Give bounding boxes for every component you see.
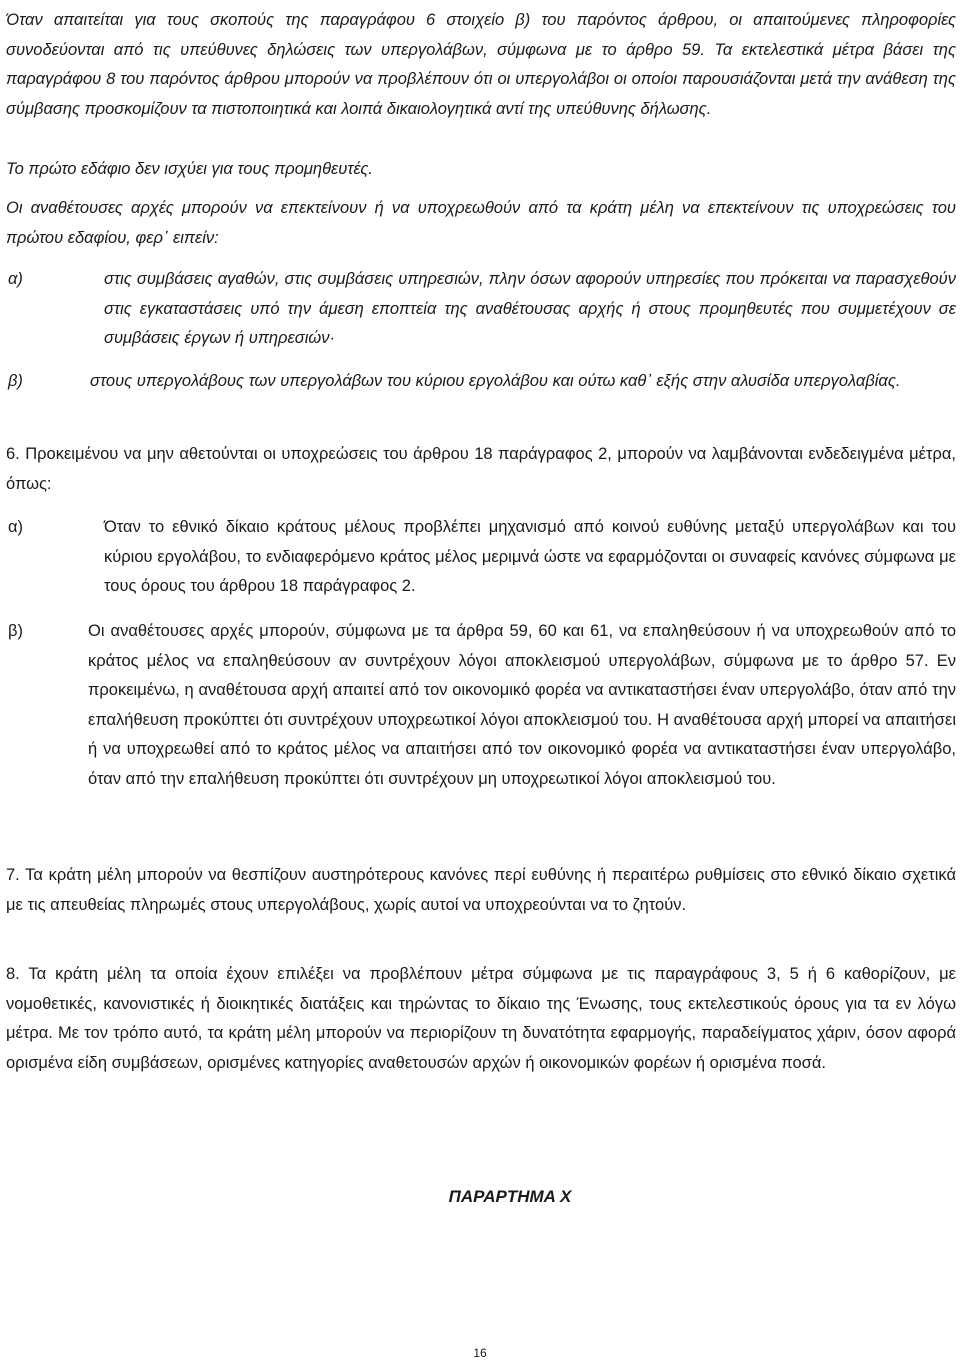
annex-heading: ΠΑΡΑΡΤΗΜΑ Χ <box>448 1187 572 1206</box>
list2-item-a-text: Όταν το εθνικό δίκαιο κράτους μέλους προβλέπει μηχανισμό από κοινού ευθύνης μεταξύ υπεργολάβων και του κύριου εργολάβου, το ενδιαφερόμενο κράτος μέλος μεριμνά ώστε να εφαρμόζονται οι συναφείς κανόνες σύμφωνα με τους όρους του άρθρου 18 παράγραφος 2. <box>104 518 956 595</box>
list2-item-a-label: α) <box>8 518 24 536</box>
list1-item-b-text: στους υπεργολάβους των υπεργολάβων του κύριου εργολάβου και ούτω καθ᾽ εξής στην αλυσίδα υπεργολαβίας. <box>90 372 901 390</box>
paragraph-6: 6. Προκειμένου να μην αθετούνται οι υποχρεώσεις του άρθρου 18 παράγραφος 2, μπορούν να λαμβάνονται ενδεδειγμένα μέτρα, όπως: <box>6 445 956 493</box>
list2-item-b-text: Οι αναθέτουσες αρχές μπορούν, σύμφωνα με τα άρθρα 59, 60 και 61, να επαληθεύσουν ή να υποχρεωθούν από το κράτος μέλος να επαληθεύσουν αν συντρέχουν λόγοι αποκλεισμού υπεργολάβων, σύμφωνα με το άρθρο 57. Εν προκειμένω, η αναθέτουσα αρχή απαιτεί από τον οικονομικό φορέα να αντικαταστήσει έναν υπεργολάβο, όταν από την επαλήθευση προκύπτει ότι συντρέχουν υποχρεωτικοί λόγοι αποκλεισμού του. Η αναθέτουσα αρχή μπορεί να απαιτήσει ή να υποχρεωθεί από το κράτος μέλος να απαιτήσει από τον οικονομικό φορέα να αντικαταστήσει έναν υπεργολάβο, όταν από την επαλήθευση προκύπτει ότι συντρέχουν μη υποχρεωτικοί λόγοι αποκλεισμού του. <box>88 622 956 788</box>
list1-item-b-label: β) <box>8 372 23 390</box>
paragraph-extend: Οι αναθέτουσες αρχές μπορούν να επεκτείνουν ή να υποχρεωθούν από τα κράτη μέλη να επεκτείνουν τις υποχρεώσεις του πρώτου εδαφίου, φερ᾽ ειπείν: <box>6 199 956 247</box>
page-number: 16 <box>473 1346 487 1360</box>
paragraph-8: 8. Τα κράτη μέλη τα οποία έχουν επιλέξει να προβλέπουν μέτρα σύμφωνα με τις παραγράφους 3, 5 ή 6 καθορίζουν, με νομοθετικές, κανονιστικές ή διοικητικές διατάξεις και τηρώντας το δίκαιο της Ένωσης, τους εκτελεστικούς όρους για τα εν λόγω μέτρα. Με τον τρόπο αυτό, τα κράτη μέλη μπορούν να περιορίζουν τη δυνατότητα εφαρμογής, παραδείγματος χάριν, όσον αφορά ορισμένα είδη συμβάσεων, ορισμένες κατηγορίες αναθετουσών αρχών ή οικονομικών φορέων ή ορισμένα ποσά. <box>6 965 956 1072</box>
paragraph-7: 7. Τα κράτη μέλη μπορούν να θεσπίζουν αυστηρότερους κανόνες περί ευθύνης ή περαιτέρω ρυθμίσεις στο εθνικό δίκαιο σχετικά με τις απευθείας πληρωμές στους υπεργολάβους, χωρίς αυτοί να υποχρεούνται να το ζητούν. <box>6 866 956 914</box>
paragraph-intro: Όταν απαιτείται για τους σκοπούς της παραγράφου 6 στοιχείο β) του παρόντος άρθρου, οι απαιτούμενες πληροφορίες συνοδεύονται από τις υπεύθυνες δηλώσεις των υπεργολάβων, σύμφωνα με το άρθρο 59. Τα εκτελεστικά μέτρα βάσει της παραγράφου 8 του παρόντος άρθρου μπορούν να προβλέπουν ότι οι υπεργολάβοι οι οποίοι παρουσιάζονται μετά την ανάθεση της σύμβασης προσκομίζουν τα πιστοποιητικά και λοιπά δικαιολογητικά αντί της υπεύθυνης δήλωσης. <box>6 11 956 118</box>
list1-item-a-text: στις συμβάσεις αγαθών, στις συμβάσεις υπηρεσιών, πλην όσων αφορούν υπηρεσίες που πρόκειται να παρασχεθούν στις εγκαταστάσεις υπό την άμεση εποπτεία της αναθέτουσας αρχής ή στους προμηθευτές που συμμετέχουν σε συμβάσεις έργων ή υπηρεσιών· <box>104 270 956 347</box>
paragraph-first-subparagraph: Το πρώτο εδάφιο δεν ισχύει για τους προμηθευτές. <box>6 160 373 178</box>
list1-item-a-label: α) <box>8 270 23 288</box>
list2-item-b-label: β) <box>8 622 23 640</box>
